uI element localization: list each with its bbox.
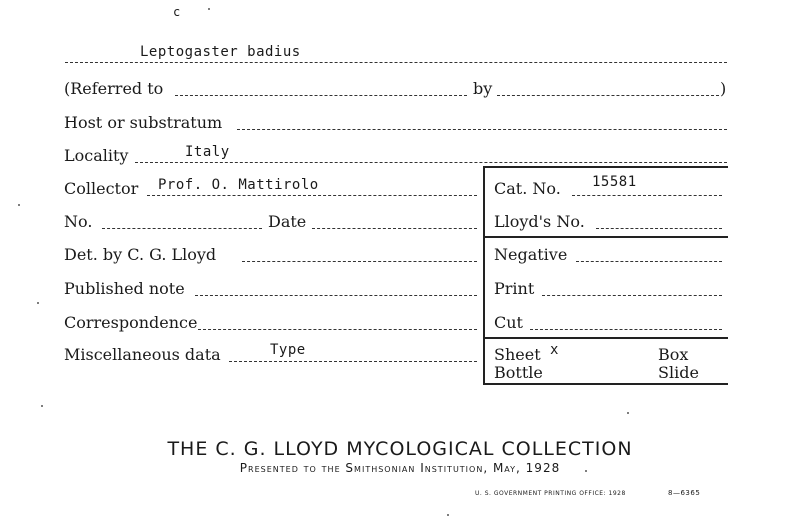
catalog-box-divider-2 bbox=[483, 337, 728, 339]
collection-subtitle: Presented to the Smithsonian Institution, May, 1928 bbox=[239, 461, 561, 475]
bottle-label: Bottle bbox=[494, 363, 543, 382]
locality-value: Italy bbox=[185, 144, 230, 160]
scan-speck bbox=[41, 405, 43, 407]
form-number: 8—6365 bbox=[668, 489, 701, 497]
print-line bbox=[542, 295, 722, 296]
name-correction-mark: c bbox=[173, 5, 181, 19]
no-line bbox=[102, 228, 262, 229]
published-note-label: Published note bbox=[64, 279, 185, 298]
locality-line bbox=[135, 162, 727, 163]
catalog-box-left-border bbox=[483, 166, 485, 384]
lloyds-no-label: Lloyd's No. bbox=[494, 212, 585, 231]
catalog-box-divider-1 bbox=[483, 236, 728, 238]
host-line bbox=[237, 129, 727, 130]
specimen-name: Leptogaster badius bbox=[140, 44, 301, 60]
scan-speck bbox=[585, 470, 587, 472]
det-line bbox=[242, 261, 477, 262]
published-note-line bbox=[195, 295, 477, 296]
by-close-paren: ) bbox=[720, 79, 727, 98]
box-label: Box bbox=[658, 345, 689, 364]
misc-line bbox=[229, 361, 477, 362]
by-line bbox=[497, 95, 719, 96]
catalog-box-bottom-border bbox=[483, 383, 728, 385]
cat-no-value: 15581 bbox=[592, 174, 637, 190]
lloyds-no-line bbox=[596, 228, 722, 229]
specimen-name-line bbox=[65, 62, 727, 63]
negative-line bbox=[576, 261, 722, 262]
sheet-mark: x bbox=[550, 342, 559, 358]
collector-value: Prof. O. Mattirolo bbox=[158, 177, 319, 193]
collection-title: THE C. G. LLOYD MYCOLOGICAL COLLECTION bbox=[167, 438, 633, 460]
catalog-box-top-border bbox=[483, 166, 728, 168]
referred-to-label: (Referred to bbox=[64, 79, 164, 98]
det-label: Det. by C. G. Lloyd bbox=[64, 245, 217, 264]
sheet-label: Sheet bbox=[494, 345, 541, 364]
host-label: Host or substratum bbox=[64, 113, 223, 132]
misc-label: Miscellaneous data bbox=[64, 345, 221, 364]
scan-speck bbox=[18, 204, 20, 206]
scan-speck bbox=[208, 8, 210, 10]
printing-office-note: U. S. GOVERNMENT PRINTING OFFICE: 1928 bbox=[475, 490, 626, 497]
locality-label: Locality bbox=[64, 146, 129, 165]
cut-line bbox=[530, 329, 722, 330]
date-label: Date bbox=[268, 212, 307, 231]
scan-speck bbox=[447, 514, 449, 516]
scan-speck bbox=[627, 412, 629, 414]
slide-label: Slide bbox=[658, 363, 699, 382]
collector-line bbox=[147, 195, 477, 196]
collector-label: Collector bbox=[64, 179, 139, 198]
print-label: Print bbox=[494, 279, 535, 298]
referred-to-line bbox=[175, 95, 467, 96]
misc-value: Type bbox=[270, 342, 306, 358]
no-label: No. bbox=[64, 212, 93, 231]
correspondence-line bbox=[198, 329, 477, 330]
date-line bbox=[312, 228, 477, 229]
cat-no-label: Cat. No. bbox=[494, 179, 561, 198]
by-label: by bbox=[473, 79, 493, 98]
scan-speck bbox=[37, 302, 39, 304]
negative-label: Negative bbox=[494, 245, 568, 264]
correspondence-label: Correspondence bbox=[64, 313, 198, 332]
cut-label: Cut bbox=[494, 313, 523, 332]
cat-no-line bbox=[572, 195, 722, 196]
